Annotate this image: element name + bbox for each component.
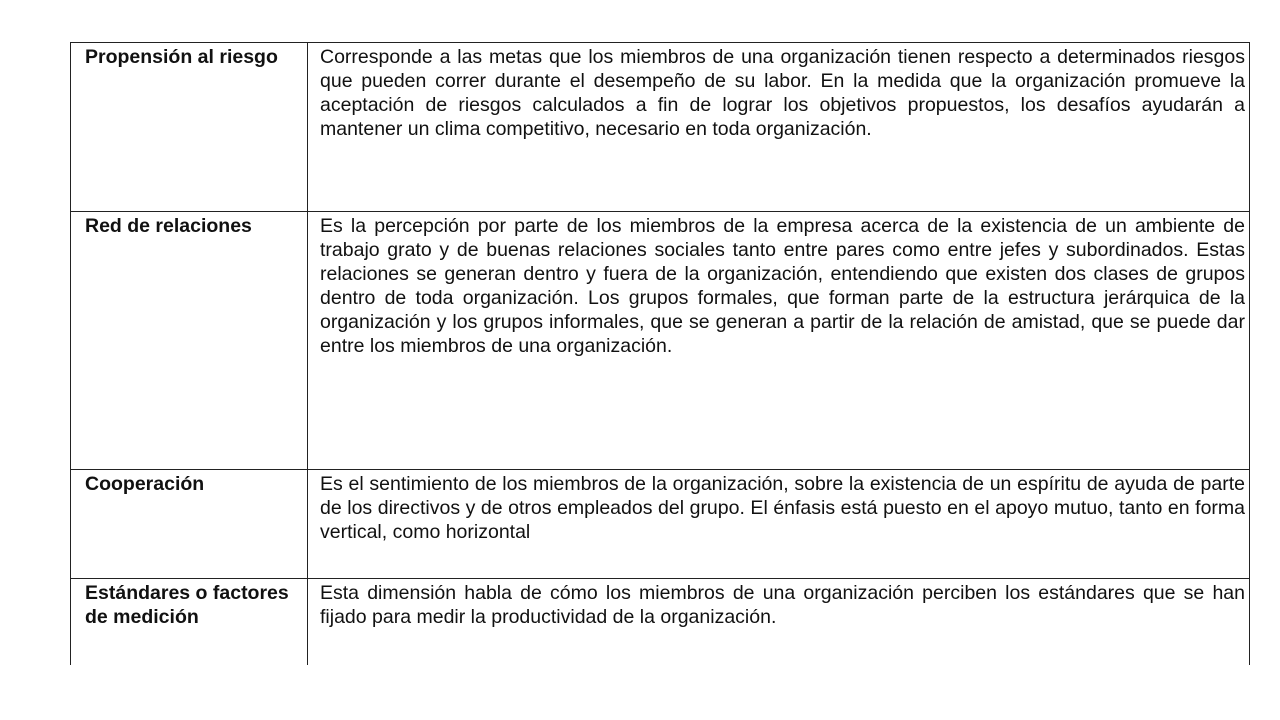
table-row [71, 579, 1250, 666]
table-row [71, 212, 1250, 470]
description-cell: Es la percepción por parte de los miembros de la empresa acerca de la existencia de un ambiente de trabajo grato y de buenas relaciones sociales tanto entre pares como entre jefes y subordinados. Estas relaciones se generan dentro y fuera de la organización, entendiendo que existen dos clases de grupos dentro de toda organización. Los grupos formales, que forman parte de la estructura jerárquica de la organización y los grupos informales, que se generan a partir de la relación de amistad, que se puede dar entre los miembros de una organización. [308, 212, 1250, 470]
table-row [71, 470, 1250, 579]
description-cell: Corresponde a las metas que los miembros de una organización tienen respecto a determinados riesgos que pueden correr durante el desempeño de su labor. En la medida que la organización promueve la aceptación de riesgos calculados a fin de lograr los objetivos propuestos, los desafíos ayudarán a mantener un clima competitivo, necesario en toda organización. [308, 43, 1250, 212]
term-cell: Estándares o factores de medición [71, 579, 308, 666]
term-cell: Cooperación [71, 470, 308, 579]
climate-dimensions-table [70, 42, 1250, 665]
description-cell: Esta dimensión habla de cómo los miembros de una organización perciben los estándares que se han fijado para medir la productividad de la organización. [308, 579, 1250, 666]
term-cell: Propensión al riesgo [71, 43, 308, 212]
description-cell: Es el sentimiento de los miembros de la organización, sobre la existencia de un espíritu de ayuda de parte de los directivos y de otros empleados del grupo. El énfasis está puesto en el apoyo mutuo, tanto en forma vertical, como horizontal [308, 470, 1250, 579]
term-cell: Red de relaciones [71, 212, 308, 470]
table-row [71, 43, 1250, 212]
